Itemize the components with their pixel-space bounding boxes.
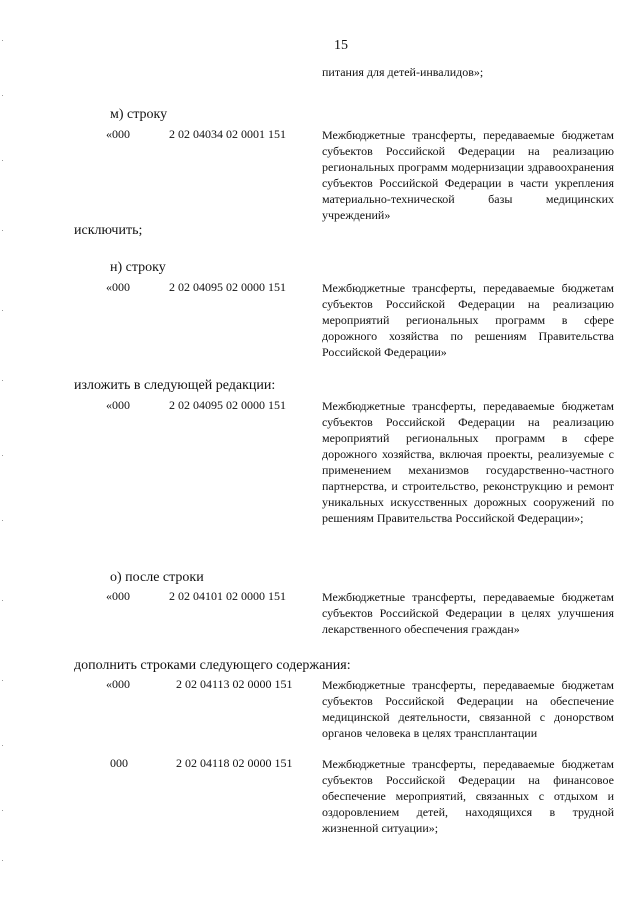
row-prefix: «000	[106, 280, 130, 294]
section-heading: дополнить строками следующего содержания:	[74, 658, 351, 673]
budget-description: Межбюджетные трансферты, передаваемые бюджетам субъектов Российской Федерации в целях улучшения лекарственного обеспечения граждан»	[322, 590, 614, 636]
row-prefix: «000	[106, 677, 130, 691]
margin-scan-dots	[2, 0, 4, 905]
row-prefix: «000	[106, 589, 130, 603]
section-heading: м) строку	[110, 107, 168, 122]
section-heading: н) строку	[110, 260, 166, 275]
section-heading: изложить в следующей редакции:	[74, 378, 276, 393]
page-number: 15	[334, 38, 348, 53]
budget-code: 2 02 04095 02 0000 151	[169, 280, 286, 294]
row-prefix: «000	[106, 127, 130, 141]
budget-description: Межбюджетные трансферты, передаваемые бюджетам субъектов Российской Федерации на реализацию мероприятий региональных программ в сфере дорожного хозяйства по решениям Правительства Российской Федерации»	[322, 281, 614, 359]
continuation-text: питания для детей-инвалидов»;	[322, 65, 484, 79]
budget-code: 2 02 04118 02 0000 151	[176, 756, 293, 770]
budget-code: 2 02 04034 02 0001 151	[169, 127, 286, 141]
budget-code: 2 02 04095 02 0000 151	[169, 398, 286, 412]
row-prefix: 000	[110, 756, 128, 770]
budget-description: Межбюджетные трансферты, передаваемые бюджетам субъектов Российской Федерации на обеспечение медицинской деятельности, связанной с донорством органов человека в целях трансплантации	[322, 678, 614, 740]
budget-code: 2 02 04101 02 0000 151	[169, 589, 286, 603]
budget-code: 2 02 04113 02 0000 151	[176, 677, 293, 691]
section-heading: о) после строки	[110, 570, 204, 585]
budget-description: Межбюджетные трансферты, передаваемые бюджетам субъектов Российской Федерации на реализацию мероприятий региональных программ в сфере дорожного хозяйства, включая проекты, реализуемые с применением механизмов государственно-частного партнерства, и строительство, реконструкцию и ремонт уникальных искусственных дорожных сооружений по решениям Правительства Российской Федерации»;	[322, 399, 614, 525]
budget-description: Межбюджетные трансферты, передаваемые бюджетам субъектов Российской Федерации на финансовое обеспечение мероприятий, связанных с отдыхом и оздоровлением детей, находящихся в трудной жизненной ситуации»;	[322, 757, 614, 835]
row-prefix: «000	[106, 398, 130, 412]
section-action: исключить;	[74, 223, 143, 238]
budget-description: Межбюджетные трансферты, передаваемые бюджетам субъектов Российской Федерации на реализацию региональных программ модернизации здравоохранения субъектов Российской Федерации в части укрепления материально-технической базы медицинских учреждений»	[322, 128, 614, 222]
